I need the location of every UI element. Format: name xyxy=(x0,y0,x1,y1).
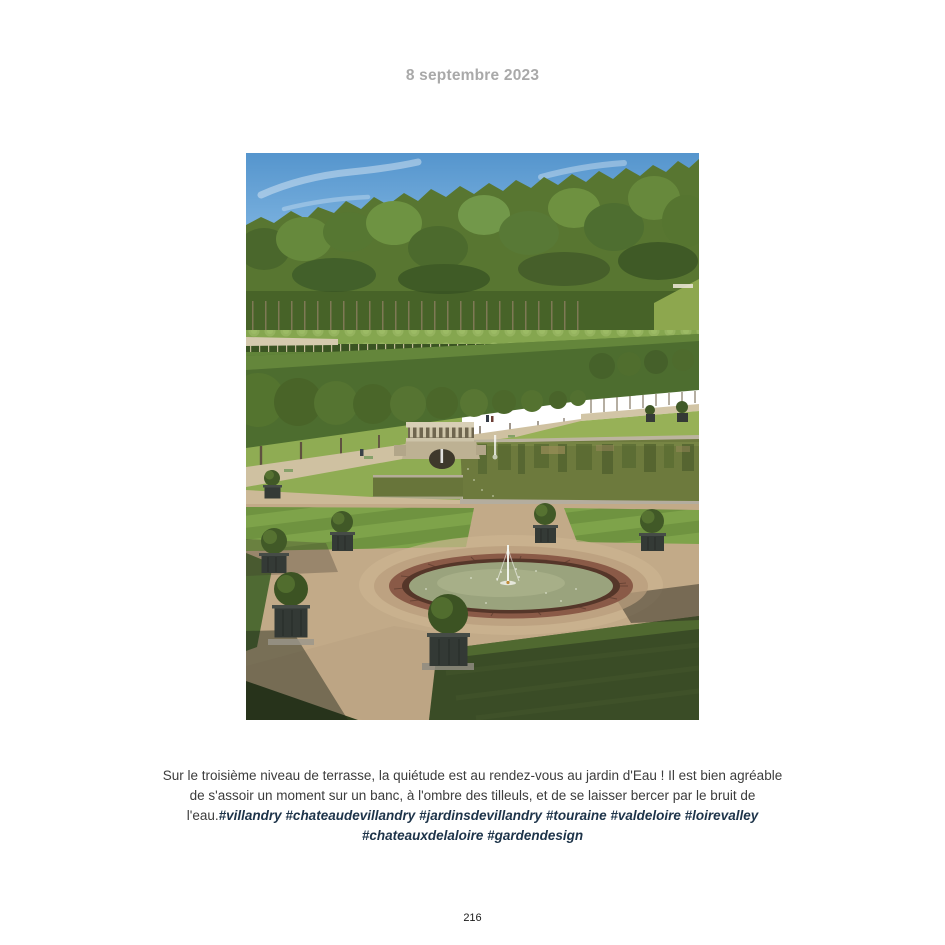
tree-shadow xyxy=(246,539,338,576)
caption-hashtags xyxy=(219,808,759,843)
hashtag-link[interactable]: #loirevalley xyxy=(684,808,759,823)
person xyxy=(486,415,489,422)
caption-text: Sur le troisième niveau de terrasse, la quiétude est au rendez-vous au jardin d'Eau ! Il est bien agréable de s'assoir un moment sur un banc, à l'ombre des tilleuls, et de se laisser bercer par le bruit de l'eau. xyxy=(162,768,783,823)
page-number: 216 xyxy=(463,912,482,924)
hashtag-link[interactable]: #villandry xyxy=(218,808,282,823)
hashtag-link[interactable]: #valdeloire xyxy=(610,808,681,823)
bench xyxy=(284,469,293,472)
cascade-jet xyxy=(494,435,496,455)
hashtag-link[interactable]: #touraine xyxy=(545,808,607,823)
person xyxy=(360,449,364,456)
person xyxy=(491,416,494,422)
hashtag-link[interactable]: #gardendesign xyxy=(487,828,584,843)
hashtag-link[interactable]: #chateauxdelaloire xyxy=(361,828,484,843)
pond-arm xyxy=(373,475,463,499)
caption xyxy=(161,766,785,846)
hashtag-link[interactable]: #jardinsdevillandry xyxy=(419,808,543,823)
small-topiary xyxy=(645,405,655,415)
nozzle xyxy=(506,581,509,584)
bench xyxy=(364,456,373,459)
bench xyxy=(508,435,515,438)
hashtag-link[interactable]: #chateaudevillandry xyxy=(285,808,416,823)
date-heading: 8 septembre 2023 xyxy=(405,67,540,84)
photo-illustration xyxy=(246,153,699,720)
small-topiary xyxy=(676,401,688,413)
hill-balustrade xyxy=(673,284,693,288)
garden-photo xyxy=(246,153,699,720)
cascade xyxy=(441,449,444,463)
striped-lawn-right xyxy=(564,508,699,544)
